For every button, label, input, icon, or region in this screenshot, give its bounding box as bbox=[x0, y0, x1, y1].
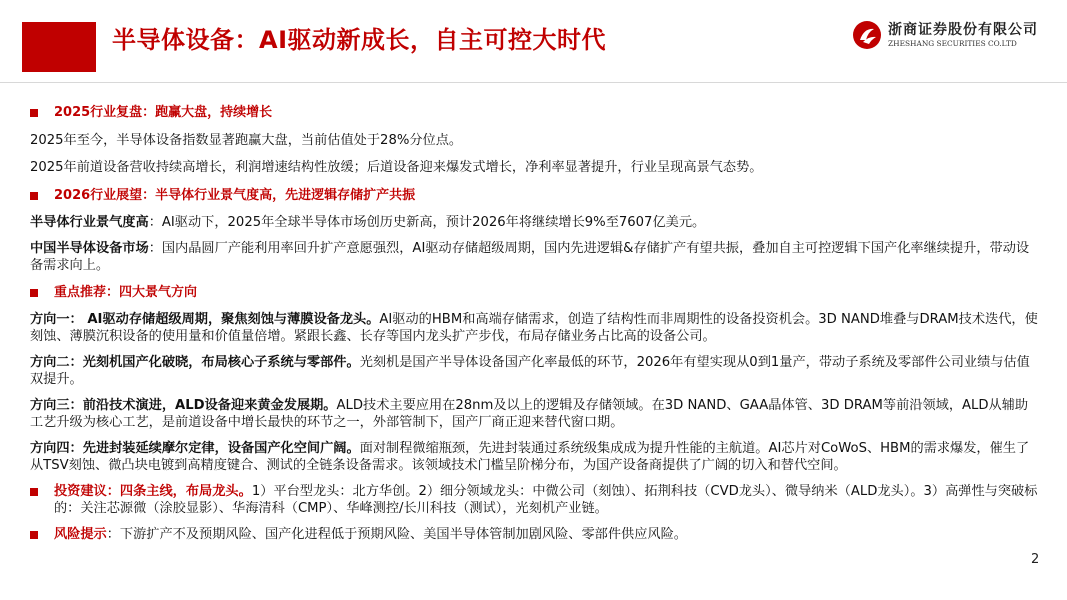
bullet-square-icon bbox=[30, 531, 38, 539]
review-paragraph-2: 2025年前道设备营收持续高增长，利润增速结构性放缓；后道设备迎来爆发式增长，净利率显著提升，行业呈现高景气态势。 bbox=[30, 159, 763, 175]
header-divider bbox=[0, 82, 1067, 83]
bullet-square-icon bbox=[30, 109, 38, 117]
logo-chinese-name: 浙商证券股份有限公司 bbox=[888, 21, 1038, 38]
bullet-square-icon bbox=[30, 488, 38, 496]
logo-english-name: ZHESHANG SECURITIES CO.LTD bbox=[888, 38, 1017, 48]
outlook-paragraph-1: 半导体行业景气度高：AI驱动下，2025年全球半导体市场创历史新高，预计2026年将继续增长9%至7607亿美元。 bbox=[30, 215, 706, 230]
company-logo bbox=[852, 18, 1044, 52]
investment-advice: 投资建议：四条主线，布局龙头。1）平台型龙头：北方华创。2）细分领域龙头：中微公司（刻蚀）、拓荆科技（CVD龙头）、微导纳米（ALD龙头）。3）高弹性与突破标的：关注芯源微（涂胶显影）、华海清科（CMP）、华峰测控/长川科技（测试），光刻机产业链。 bbox=[30, 483, 1040, 518]
review-paragraph-1: 2025年至今，半导体设备指数显著跑赢大盘，当前估值处于28%分位点。 bbox=[30, 133, 463, 148]
slide-content bbox=[30, 104, 1040, 543]
section-heading-picks: 重点推荐：四大景气方向 bbox=[30, 284, 1040, 302]
direction-2-paragraph: 方向二：光刻机国产化破晓，布局核心子系统与零部件。光刻机是国产半导体设备国产化率最低的环节，2026年有望实现从0到1量产，带动子系统及零部件公司业绩与估值双提升。 bbox=[30, 354, 1030, 387]
direction-3-paragraph: 方向三：前沿技术演进，ALD设备迎来黄金发展期。ALD技术主要应用在28nm及以上的逻辑及存储领域。在3D NAND、GAA晶体管、3D DRAM等前沿领域，ALD从辅助工艺升级为核心工艺，是前道设备中增长最快的环节之一，外部管制下，国产厂商正迎来替代窗口期。 bbox=[30, 397, 1029, 430]
page-number: 2 bbox=[1031, 552, 1040, 567]
bullet-square-icon bbox=[30, 192, 38, 200]
zheshang-logo-icon bbox=[852, 20, 882, 50]
direction-1-paragraph: 方向一： AI驱动存储超级周期，聚焦刻蚀与薄膜设备龙头。AI驱动的HBM和高端存储需求，创造了结构性而非周期性的设备投资机会。3D NAND堆叠与DRAM技术迭代，使刻蚀、薄膜沉积设备的使用量和价值量倍增。紧跟长鑫、长存等国内龙头扩产步伐，布局存储业务占比高的设备公司。 bbox=[30, 311, 1038, 344]
risk-warning: 风险提示：下游扩产不及预期风险、国产化进程低于预期风险、美国半导体管制加剧风险、零部件供应风险。 bbox=[30, 526, 1040, 544]
bullet-square-icon bbox=[30, 289, 38, 297]
slide-title: 半导体设备：AI驱动新成长，自主可控大时代 bbox=[112, 26, 607, 54]
outlook-paragraph-2: 中国半导体设备市场：国内晶圆厂产能利用率回升扩产意愿强烈，AI驱动存储超级周期，国内先进逻辑&存储扩产有望共振，叠加自主可控逻辑下国产化率继续提升，带动设备需求向上。 bbox=[30, 240, 1030, 273]
header-accent-block bbox=[22, 22, 96, 72]
section-heading-review: 2025行业复盘：跑赢大盘，持续增长 bbox=[30, 104, 1040, 122]
section-heading-outlook: 2026行业展望：半导体行业景气度高，先进逻辑存储扩产共振 bbox=[30, 187, 1040, 205]
direction-4-paragraph: 方向四：先进封装延续摩尔定律，设备国产化空间广阔。面对制程微缩瓶颈，先进封装通过系统级集成成为提升性能的主航道。AI芯片对CoWoS、HBM的需求爆发，催生了从TSV刻蚀、微凸块电镀到高精度键合、测试的全链条设备需求。该领域技术门槛呈阶梯分布，为国产设备商提供了广阔的切入和替代空间。 bbox=[30, 440, 1030, 473]
